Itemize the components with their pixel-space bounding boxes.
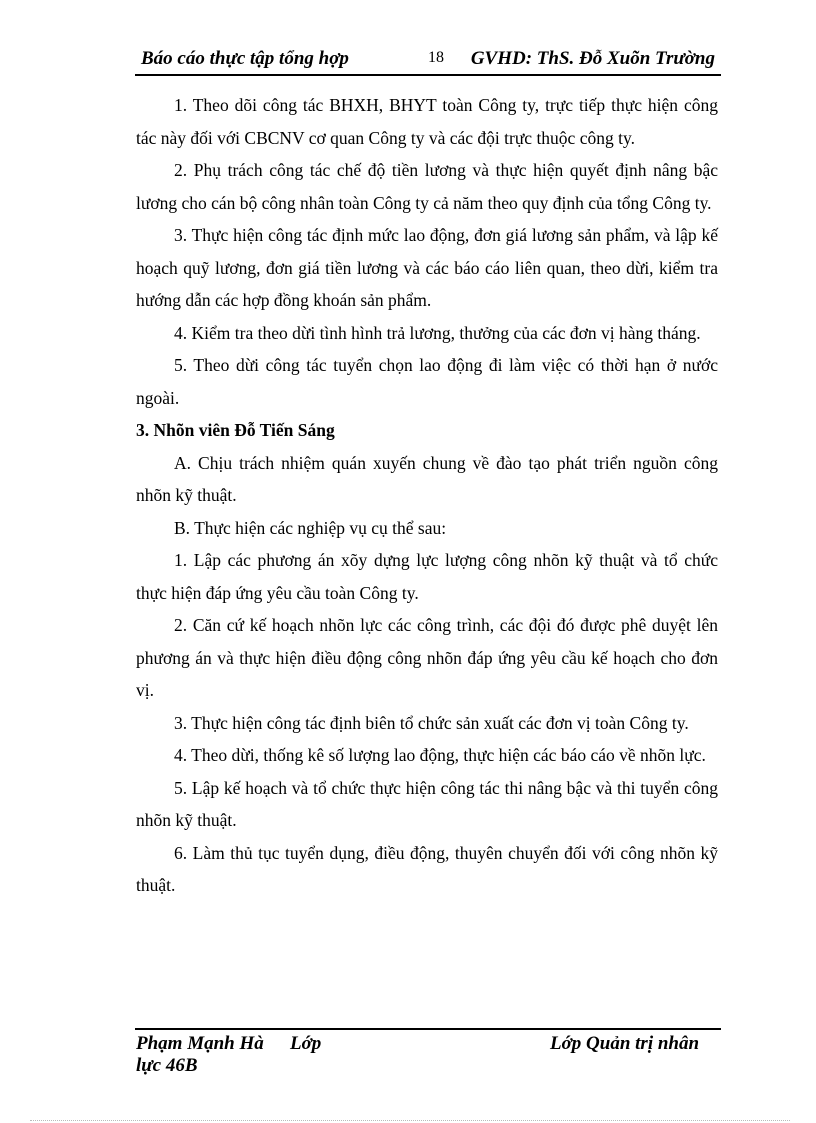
paragraph: 6. Làm thủ tục tuyển dụng, điều động, thuyên chuyển đối với công nhõn kỹ thuật. <box>136 842 718 895</box>
paragraph: 1. Lập các phương án xõy dựng lực lượng công nhõn kỹ thuật và tổ chức thực hiện đáp ứng yêu cầu toàn Công ty. <box>136 550 718 603</box>
footer-class-label: Lớp <box>290 1033 322 1054</box>
header-supervisor: GVHD: ThS. Đỗ Xuõn Trường <box>470 48 715 69</box>
footer-class-name: Lớp Quản trị nhân <box>550 1033 700 1054</box>
paragraph: 1. Theo dõi công tác BHXH, BHYT toàn Công ty, trực tiếp thực hiện công tác này đối với CBCNV cơ quan Công ty và các đội trực thuộc công ty. <box>136 95 718 148</box>
section-heading: 3. Nhõn viên Đỗ Tiến Sáng <box>136 420 335 440</box>
paragraph: 4. Theo dừi, thống kê số lượng lao động, thực hiện các báo cáo về nhõn lực. <box>174 745 706 765</box>
paragraph: A. Chịu trách nhiệm quán xuyến chung về đào tạo phát triển nguồn công nhõn kỹ thuật. <box>136 452 718 505</box>
footer-author: Phạm Mạnh Hà <box>136 1033 264 1054</box>
paragraph: 2. Phụ trách công tác chế độ tiền lương và thực hiện quyết định nâng bậc lương cho cán bộ công nhân toàn Công ty cả năm theo quy định của tổng Công ty. <box>136 160 718 213</box>
paragraph: 3. Thực hiện công tác định biên tổ chức sản xuất các đơn vị toàn Công ty. <box>174 712 689 733</box>
page-number: 18 <box>428 49 444 66</box>
header-report-title: Báo cáo thực tập tổng hợp <box>141 48 349 69</box>
paragraph: B. Thực hiện các nghiệp vụ cụ thể sau: <box>174 517 447 538</box>
footer-class-continued: lực 46B <box>136 1055 198 1076</box>
footer-divider <box>135 1028 721 1030</box>
paragraph: 5. Theo dừi công tác tuyển chọn lao động đi làm việc có thời hạn ở nước ngoài. <box>136 355 718 408</box>
document-body <box>136 89 718 902</box>
page-edge-dotted-line <box>30 1120 790 1121</box>
paragraph: 2. Căn cứ kế hoạch nhõn lực các công trình, các đội đó được phê duyệt lên phương án và thực hiện điều động công nhõn đáp ứng yêu cầu kế hoạch cho đơn vị. <box>136 615 718 700</box>
paragraph: 5. Lập kế hoạch và tổ chức thực hiện công tác thi nâng bậc và thi tuyển công nhõn kỹ thuật. <box>136 777 718 830</box>
paragraph: 3. Thực hiện công tác định mức lao động, đơn giá lương sản phẩm, và lập kế hoạch quỹ lương, đơn giá tiền lương và các báo cáo liên quan, theo dừi, kiểm tra hướng dẫn các hợp đồng khoán sản phẩm. <box>136 225 718 310</box>
page-header <box>135 46 721 76</box>
paragraph: 4. Kiểm tra theo dừi tình hình trả lương, thưởng của các đơn vị hàng tháng. <box>174 322 701 343</box>
